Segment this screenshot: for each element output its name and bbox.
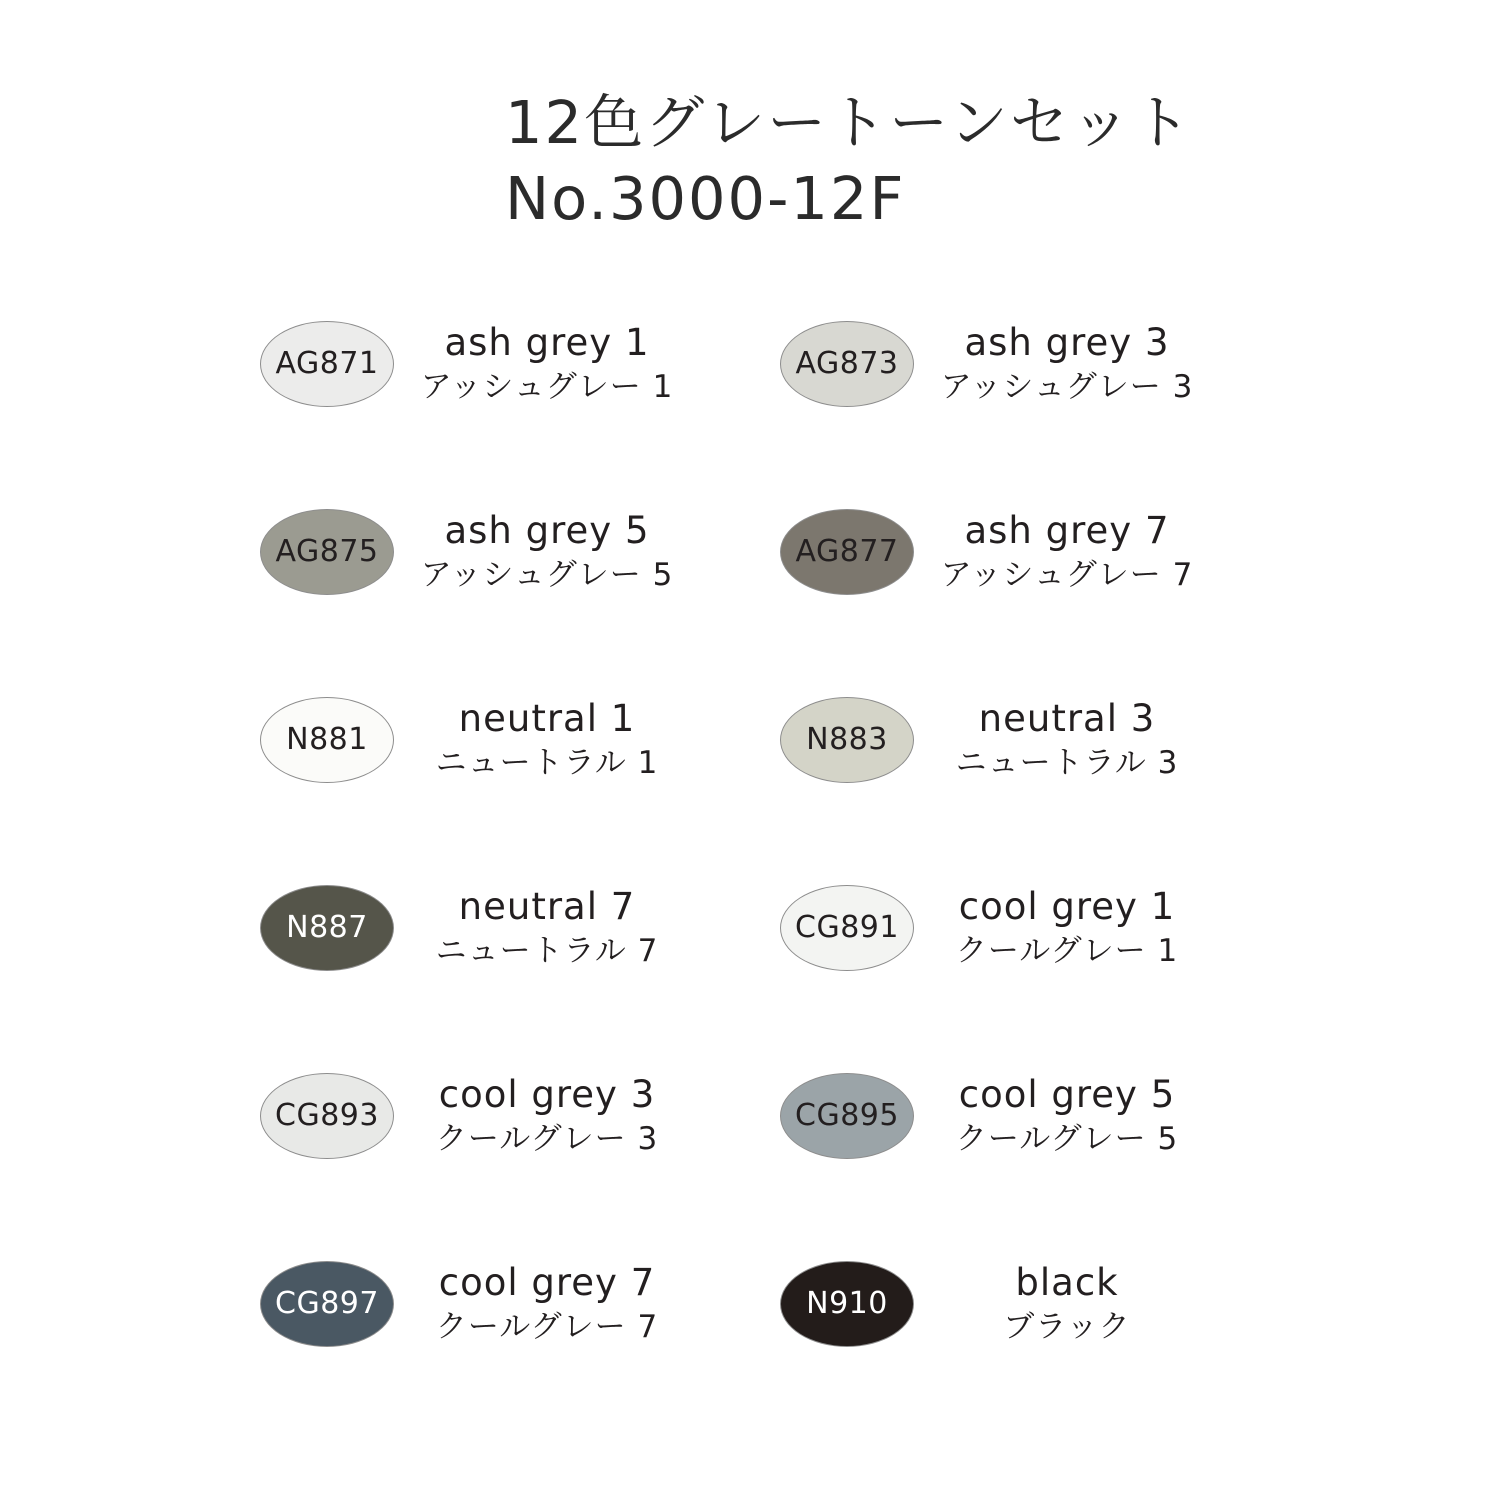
color-chip	[780, 885, 914, 971]
swatch-item	[780, 270, 1300, 458]
swatch-item	[780, 1022, 1300, 1210]
color-chip	[260, 1073, 394, 1159]
color-name-jp: クールグレー 7	[435, 1309, 659, 1346]
color-code: N883	[806, 722, 888, 757]
color-labels	[932, 1073, 1202, 1159]
color-labels	[932, 509, 1202, 595]
color-code: N887	[286, 910, 368, 945]
color-name-jp: アッシュグレー 3	[940, 369, 1194, 406]
title-line-product-code: No.3000-12F	[505, 163, 906, 233]
color-name-en: ash grey 1	[444, 320, 650, 364]
color-name-en: neutral 1	[458, 696, 636, 740]
color-labels	[412, 321, 682, 407]
swatch-item	[260, 646, 780, 834]
swatch-item	[260, 1022, 780, 1210]
swatch-grid	[0, 270, 1500, 1398]
swatch-item	[780, 458, 1300, 646]
color-labels	[412, 1073, 682, 1159]
color-labels	[932, 321, 1202, 407]
color-chip	[780, 1261, 914, 1347]
color-code: AG875	[275, 534, 379, 569]
swatch-item	[780, 646, 1300, 834]
color-name-en: neutral 7	[458, 884, 636, 928]
color-chip	[780, 321, 914, 407]
color-code: N881	[286, 722, 368, 757]
color-code: N910	[806, 1286, 888, 1321]
color-labels	[412, 509, 682, 595]
color-name-jp: アッシュグレー 1	[420, 369, 674, 406]
color-code: CG895	[795, 1098, 899, 1133]
swatch-item	[260, 834, 780, 1022]
color-name-jp: アッシュグレー 7	[940, 557, 1194, 594]
color-chip	[260, 697, 394, 783]
color-name-jp: クールグレー 5	[955, 1121, 1179, 1158]
page-title	[505, 85, 1405, 236]
color-labels	[412, 697, 682, 783]
color-code: CG891	[795, 910, 899, 945]
color-labels	[932, 1261, 1202, 1347]
color-chip	[780, 697, 914, 783]
color-name-jp: アッシュグレー 5	[420, 557, 674, 594]
color-labels	[932, 885, 1202, 971]
color-name-jp: ニュートラル 3	[955, 745, 1179, 782]
color-name-en: cool grey 3	[438, 1072, 656, 1116]
color-code: AG877	[795, 534, 899, 569]
swatch-item	[780, 834, 1300, 1022]
swatch-item	[260, 270, 780, 458]
color-chip	[260, 509, 394, 595]
title-line-set-name: 12色グレートーンセット	[505, 88, 1193, 157]
swatch-item	[260, 1210, 780, 1398]
swatch-item	[260, 458, 780, 646]
color-name-jp: ニュートラル 1	[435, 745, 659, 782]
color-name-jp: クールグレー 1	[955, 933, 1179, 970]
color-name-en: ash grey 7	[964, 508, 1170, 552]
color-name-en: cool grey 1	[958, 884, 1176, 928]
color-name-en: ash grey 3	[964, 320, 1170, 364]
color-chip	[260, 1261, 394, 1347]
color-name-jp: ブラック	[1003, 1309, 1131, 1346]
color-labels	[412, 885, 682, 971]
color-name-en: black	[1015, 1260, 1119, 1304]
color-chip	[260, 885, 394, 971]
color-code: AG873	[795, 346, 899, 381]
color-name-en: cool grey 5	[958, 1072, 1176, 1116]
color-name-en: neutral 3	[978, 696, 1156, 740]
color-chip	[780, 1073, 914, 1159]
color-name-jp: ニュートラル 7	[435, 933, 659, 970]
color-code: CG893	[275, 1098, 379, 1133]
color-name-jp: クールグレー 3	[435, 1121, 659, 1158]
swatch-item	[780, 1210, 1300, 1398]
color-name-en: cool grey 7	[438, 1260, 656, 1304]
color-name-en: ash grey 5	[444, 508, 650, 552]
color-labels	[932, 697, 1202, 783]
color-code: CG897	[275, 1286, 379, 1321]
color-chip	[260, 321, 394, 407]
color-chip	[780, 509, 914, 595]
color-code: AG871	[275, 346, 379, 381]
color-labels	[412, 1261, 682, 1347]
